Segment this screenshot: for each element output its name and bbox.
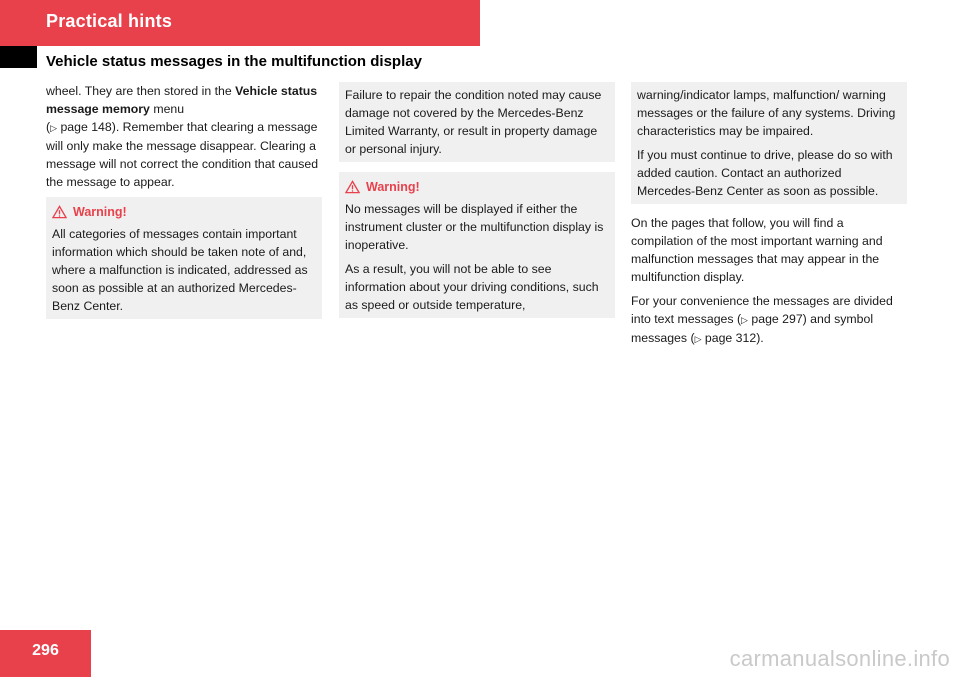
page-ref-arrow-icon: ▷ — [741, 315, 748, 325]
column-1 — [46, 82, 322, 329]
warning-text: warning/indicator lamps, malfunction/ warning messages or the failure of any systems. Driving characteristics may be impaired. — [637, 88, 896, 138]
warning-text: All categories of messages contain important information which should be taken note of and, where a malfunction is indicated, addressed as soon as possible at an authorized Mercedes-Benz Center. — [52, 227, 308, 313]
warning-triangle-icon — [345, 180, 360, 194]
text-span: wheel. They are then stored in the — [46, 84, 236, 98]
warning-text: No messages will be displayed if either the instrument cluster or the multifunction display is inoperative. — [345, 202, 604, 252]
warning-continuation-box — [339, 82, 615, 162]
text-span: page 148). Remember that clearing a message will only make the message disappear. Clearing a message will not correct the condition that caused the message to appear. — [46, 120, 319, 189]
column-2 — [339, 82, 615, 328]
section-title: Vehicle status messages in the multifunction display — [46, 53, 422, 70]
intro-paragraph — [46, 82, 322, 191]
text-span: menu — [149, 102, 185, 116]
corner-marker — [0, 46, 37, 68]
text-span: page 297) and symbol messages ( — [631, 312, 874, 345]
warning-heading — [345, 178, 609, 196]
warning-text: If you must continue to drive, please do so with added caution. Contact an authorized Mercedes-Benz Center as soon as possible. — [637, 148, 893, 198]
warning-title: Warning! — [366, 180, 420, 194]
text-span: For your convenience the messages are divided into text messages ( — [631, 294, 893, 326]
text-span: ( — [46, 120, 51, 134]
watermark: carmanualsonline.info — [729, 646, 950, 671]
page-ref-arrow-icon: ▷ — [694, 334, 702, 344]
warning-continuation-box — [631, 82, 907, 204]
column-3 — [631, 82, 907, 354]
text-span: page 312). — [701, 331, 764, 345]
warning-title: Warning! — [73, 205, 127, 219]
warning-triangle-icon — [52, 205, 67, 219]
body-paragraph — [631, 292, 907, 348]
warning-text: As a result, you will not be able to see information about your driving conditions, such as speed or outside temperature, — [345, 262, 599, 312]
page-number: 296 — [32, 642, 59, 659]
warning-box-1 — [46, 197, 322, 319]
warning-continuation-text: Failure to repair the condition noted may cause damage not covered by the Mercedes-Benz Limited Warranty, or result in property damage or personal injury. — [345, 88, 602, 156]
body-paragraph: On the pages that follow, you will find a compilation of the most important warning and malfunction messages that may appear in the multifunction display. — [631, 216, 883, 284]
chapter-title: Practical hints — [46, 11, 173, 31]
warning-heading — [52, 203, 316, 221]
menu-name: Vehicle status message memory — [46, 84, 318, 116]
page-ref-arrow-icon: ▷ — [50, 123, 58, 133]
warning-box-2 — [339, 172, 615, 318]
